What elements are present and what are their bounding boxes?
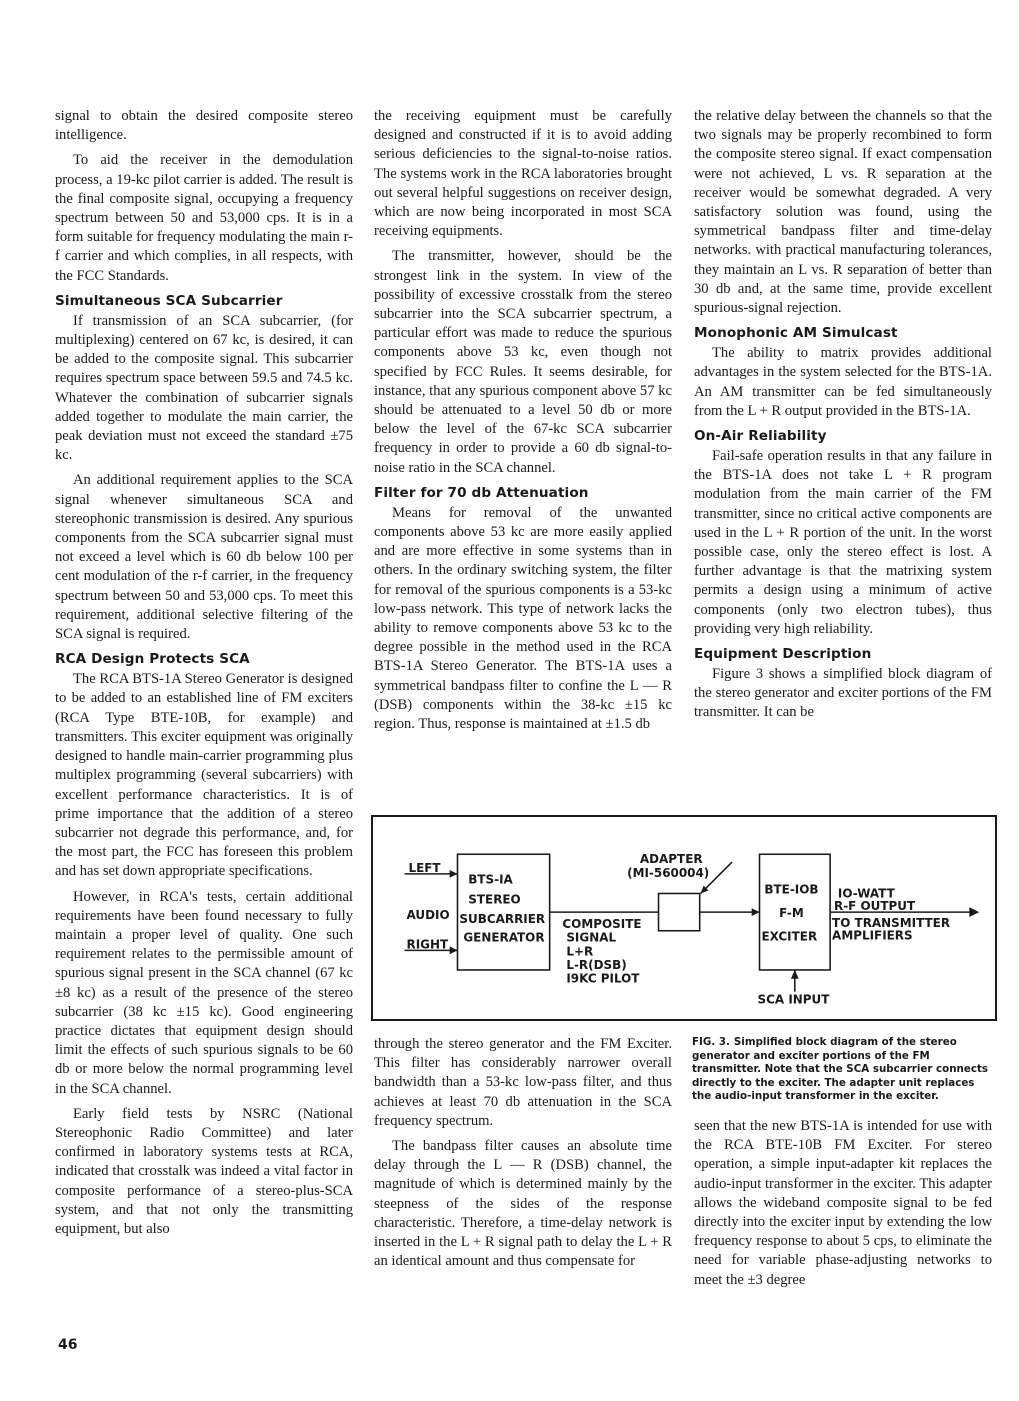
paragraph: Early field tests by NSRC (National Stereophonic Radio Committee) and later confirmed in laboratory systems tests at RCA, indicated that crosstalk was indeed a vital factor in composite performance of a stereo-plus-SCA system, and that not only the transmitting equipment, but also — [55, 1105, 353, 1237]
column-3-continued — [694, 1117, 992, 1296]
column-1 — [55, 107, 353, 1245]
output-label-3: TO TRANSMITTER — [832, 915, 951, 930]
right-label: RIGHT — [406, 937, 449, 952]
paragraph: through the stereo generator and the FM Exciter. This filter has considerably narrower overall bandwidth than a 53-kc low-pass filter, and thus achieves at least 70 db attenuation in the SCA frequency spectrum. — [374, 1036, 672, 1129]
sca-input-label: SCA INPUT — [757, 992, 830, 1007]
composite-label-4: L-R(DSB) — [566, 957, 627, 972]
output-label-4: AMPLIFIERS — [832, 928, 913, 943]
section-heading: Equipment Description — [694, 646, 872, 663]
section-heading: Simultaneous SCA Subcarrier — [55, 292, 283, 309]
paragraph: Means for removal of the unwanted components above 53 kc are more easily applied and are more effective in some systems than in others. In the ordinary switching system, the filter for removal of the spurious components is a 53-kc low-pass network. This type of network lacks the ability to remove components above 53 kc to the degree possible in the method used in the RCA BTS-1A Stereo Generator. The BTS-1A uses a symmetrical bandpass filter to confine the L — R (DSB) components within the 38-kc ±15 kc region. Thus, response is maintained at ±1.5 db — [374, 504, 672, 733]
exciter-label-2: F-M — [779, 906, 804, 921]
block-diagram — [373, 817, 995, 1019]
paragraph: the relative delay between the channels so that the two signals may be properly recombined to form the composite stereo signal. If exact compensation were not achieved, L vs. R separation at the receiver would be somewhat degraded. A very satisfactory solution was found, using the symmetrical bandpass filter and time-delay networks. with practical manufacturing tolerances, they maintain an L vs. R separation of better than 30 db and, at the same time, provide excellent spurious-signal rejection. — [694, 108, 992, 317]
paragraph: The bandpass filter causes an absolute time delay through the L — R (DSB) channel, the magnitude of which is determined mainly by the steepness of the sides of the response characteristic. Therefore, a time-delay network is inserted in the L + R signal path to delay the L + R an identical amount and thus compensate for — [374, 1138, 672, 1270]
generator-label-4: GENERATOR — [463, 930, 545, 945]
column-2 — [374, 107, 672, 740]
paragraph: The RCA BTS-1A Stereo Generator is designed to be added to an established line of FM exciters (RCA Type BTE-10B, for example) and transmitters. This exciter equipment was originally designed to handle main-carrier programming plus multiplex programming (several subcarriers) with excellent performance characteristics. It is of prime importance that the addition of a stereo subcarrier not degrade this performance, and, for the most part, the FCC has foreseen this problem and has set down appropriate specifications. — [55, 671, 353, 880]
paragraph: An additional requirement applies to the SCA signal whenever simultaneous SCA and stereophonic transmission is desired. Any spurious components from the SCA subcarrier signal must not exceed a level which is 60 db below 100 per cent modulation of the r-f carrier, in the frequency spectrum between 50 and 53,000 cps. To meet this requirement, additional selective filtering of the SCA signal is required. — [55, 472, 353, 643]
block-diagram-figure — [371, 815, 997, 1021]
page-number: 46 — [58, 1337, 78, 1353]
exciter-label-1: BTE-IOB — [764, 882, 819, 897]
paragraph: If transmission of an SCA subcarrier, (for multiplexing) centered on 67 kc, is desired, it can be added to the composite signal. This subcarrier requires spectrum space between 59.5 and 74.5 kc. Whatever the combination of subcarrier signals added together to modulate the main carrier, the peak deviation must not exceed the standard ±75 kc. — [55, 312, 353, 464]
paragraph: However, in RCA's tests, certain additional requirements have been found necessary to fully maintain a proper level of quality. One such requirement relates to the permissible amount of spurious signal present in the SCA channel (67 kc ±8 kc) as a result of the presence of the stereo subcarrier (38 kc ±15 kc). Good engineering practice dictates that equipment design should limit the effects of such spurious signals to be 60 db or more below the normal programming level in the SCA channel. — [55, 888, 353, 1097]
left-label: LEFT — [408, 860, 441, 875]
output-label-2: R-F OUTPUT — [834, 899, 916, 914]
column-3 — [694, 107, 992, 729]
paragraph: The ability to matrix provides additional advantages in the system selected for the BTS-1A. An AM transmitter can be fed simultaneously from the L + R output provided in the BTS-1A. — [694, 345, 992, 419]
section-heading: Filter for 70 db Attenuation — [374, 484, 589, 501]
paragraph: The transmitter, however, should be the strongest link in the system. In view of the possibility of excessive crosstalk from the stereo subcarrier into the SCA subcarrier spectrum, a particular effort was made to reduce the spurious components above 53 kc, even though not specified by FCC Rules. It seems desirable, for instance, that any spurious component above 57 kc should be attenuated to a level 50 db or more below the level of the 67-kc SCA subcarrier frequency in order to provide a 60 db signal-to-noise ratio in the SCA channel. — [374, 248, 672, 476]
composite-label-5: I9KC PILOT — [566, 971, 640, 986]
paragraph: Fail-safe operation results in that any failure in the BTS-1A does not take L + R program modulation from the main carrier of the FM transmitter, since no critical active components are used in the L + R portion of the unit. In the worst possible case, only the stereo effect is lost. A further advantage is that the matrixing system permits a design using a minimum of active components (only two electron tubes), thus providing very high reliability. — [694, 448, 992, 637]
figure-label: FIG. 3. — [692, 1036, 730, 1048]
exciter-label-3: EXCITER — [761, 929, 818, 944]
audio-label: AUDIO — [406, 907, 450, 922]
paragraph: Figure 3 shows a simplified block diagram of the stereo generator and exciter portions of the FM transmitter. It can be — [694, 666, 992, 721]
section-heading: RCA Design Protects SCA — [55, 651, 250, 668]
paragraph: seen that the new BTS-1A is intended for use with the RCA BTE-10B FM Exciter. For stereo operation, a simple input-adapter kit replaces the audio-input transformer in the exciter. This adapter allows the wideband composite signal to be fed directly into the exciter input by extending the low frequency response to about 5 cps, to eliminate the need for variable phase-adjusting networks to meet the ±3 degree — [694, 1118, 992, 1288]
adapter-label-1: ADAPTER — [639, 852, 703, 867]
section-heading: On-Air Reliability — [694, 428, 827, 445]
generator-label-3: SUBCARRIER — [459, 911, 546, 926]
figure-caption — [692, 1036, 992, 1104]
generator-label-1: BTS-IA — [468, 872, 513, 887]
adapter-label-2: (MI-560004) — [627, 865, 710, 880]
paragraph: the receiving equipment must be carefully designed and constructed if it is to avoid adding serious deficiencies to the signal-to-noise ratios. The systems work in the RCA laboratories brought out several helpful suggestions on receiver design, which are now being incorporated in most SCA receiving equipments. — [374, 108, 672, 240]
composite-label-1: COMPOSITE — [562, 916, 642, 931]
paragraph: To aid the receiver in the demodulation process, a 19-kc pilot carrier is added. The result is the final composite signal, occupying a frequency spectrum between 50 and 53,000 cps. It is in a form suitable for frequency modulating the main r-f carrier and which complies, in all respects, with the FCC Standards. — [55, 152, 353, 284]
section-heading: Monophonic AM Simulcast — [694, 325, 898, 342]
composite-label-3: L+R — [566, 944, 594, 959]
generator-label-2: STEREO — [468, 892, 521, 907]
adapter-block — [659, 893, 700, 930]
column-2-continued — [374, 1035, 672, 1277]
composite-label-2: SIGNAL — [566, 930, 617, 945]
caption-text: Simplified block diagram of the stereo generator and exciter portions of the FM transmitter. Note that the SCA subcarrier connects directly to the exciter. The adapter unit replaces the audio-input transformer in the exciter. — [692, 1036, 989, 1102]
paragraph: signal to obtain the desired composite stereo intelligence. — [55, 108, 353, 144]
output-label-1: IO-WATT — [837, 886, 895, 901]
